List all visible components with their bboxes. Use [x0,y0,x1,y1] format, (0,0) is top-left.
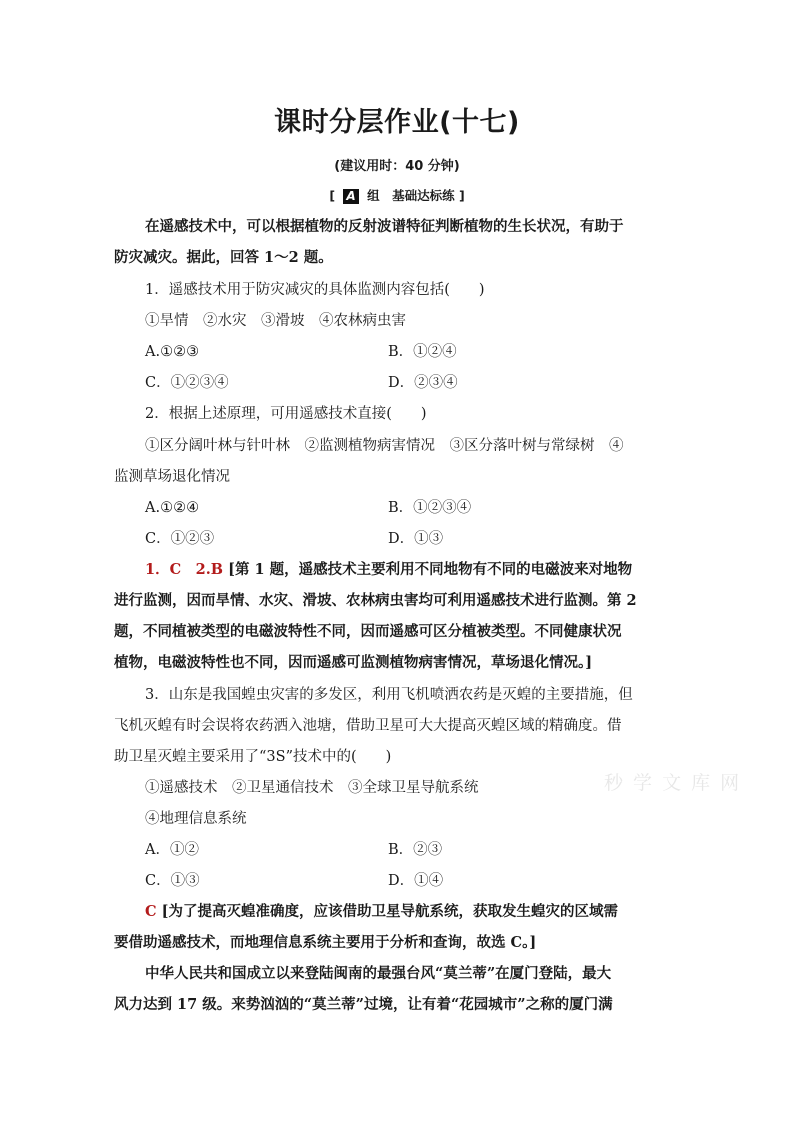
q3-option-c: C．①③ [145,873,200,889]
q3-items-line-1: ①遥感技术 ②卫星通信技术 ③全球卫星导航系统 [145,780,479,796]
q2-option-d: D．①③ [388,531,444,547]
q1-stem: 1．遥感技术用于防灾减灾的具体监测内容包括( ) [145,282,485,298]
q2-option-a: A.①②④ [145,500,200,516]
q2-option-b: B．①②③④ [388,500,472,516]
q2-option-c: C．①②③ [145,531,215,547]
q3-option-a: A．①② [145,842,199,858]
q3-option-d: D．①④ [388,873,444,889]
q1-option-b: B．①②④ [388,344,457,360]
watermark-text: 秒 学 文 库 网 [604,772,742,794]
intro2-line-1: 中华人民共和国成立以来登陆闽南的最强台风“莫兰蒂”在厦门登陆，最大 [145,965,612,982]
q3-stem-line-1: 3．山东是我国蝗虫灾害的多发区，利用飞机喷洒农药是灭蝗的主要措施，但 [145,687,633,703]
q3-items-line-2: ④地理信息系统 [145,811,247,827]
answer12-line-4: 植物，电磁波特性也不同，因而遥感可监测植物病害情况，草场退化情况。] [114,654,593,671]
group-mark: A [343,189,358,204]
time-note: (建议用时：40 分钟) [334,159,460,174]
group-text: 组 基础达标练 [367,188,455,203]
q2-items-line-2: 监测草场退化情况 [114,469,230,485]
q1-items: ①旱情 ②水灾 ③滑坡 ④农林病虫害 [145,313,406,329]
answer12-line-2: 进行监测，因而旱情、水灾、滑坡、农林病虫害均可利用遥感技术进行监测。第 2 [114,592,637,609]
q3-option-b: B．②③ [388,842,443,858]
answer3-line-1 [145,902,682,922]
intro1-line-2: 防灾减灾。据此，回答 1～2 题。 [114,249,333,266]
answer12-line-3: 题，不同植被类型的电磁波特性不同，因而遥感可区分植被类型。不同健康状况 [114,623,622,640]
q2-items-line-1: ①区分阔叶林与针叶林 ②监测植物病害情况 ③区分落叶树与常绿树 ④ [145,438,624,454]
answer3-key: C [145,903,157,920]
q1-option-d: D．②③④ [388,375,458,391]
q2-stem: 2．根据上述原理，可用遥感技术直接( ) [145,406,427,422]
page-title: 课时分层作业(十七) [274,107,520,138]
group-bracket-open: [ [329,188,336,203]
intro2-line-2: 风力达到 17 级。来势汹汹的“莫兰蒂”过境，让有着“花园城市”之称的厦门满 [114,996,613,1013]
group-bracket-close: ] [458,188,465,203]
q3-stem-line-3: 助卫星灭蝗主要采用了“3S”技术中的( ) [114,749,392,765]
intro1-line-1: 在遥感技术中，可以根据植物的反射波谱特征判断植物的生长状况，有助于 [145,218,624,235]
answer12-key: 1．C 2.B [145,561,224,578]
answer12-text-1: [第 1 题，遥感技术主要利用不同地物有不同的电磁波来对地物 [228,561,633,578]
answer3-text-1: [为了提高灭蝗准确度，应该借助卫星导航系统，获取发生蝗灾的区域需 [161,903,618,920]
answer3-line-2: 要借助遥感技术，而地理信息系统主要用于分析和查询，故选 C。] [114,934,537,951]
q1-option-c: C．①②③④ [145,375,229,391]
group-label [0,186,794,204]
q3-stem-line-2: 飞机灭蝗有时会误将农药洒入池塘，借助卫星可大大提高灭蝗区域的精确度。借 [114,718,622,734]
answer12-line-1 [145,560,682,580]
q1-option-a: A.①②③ [145,344,200,360]
